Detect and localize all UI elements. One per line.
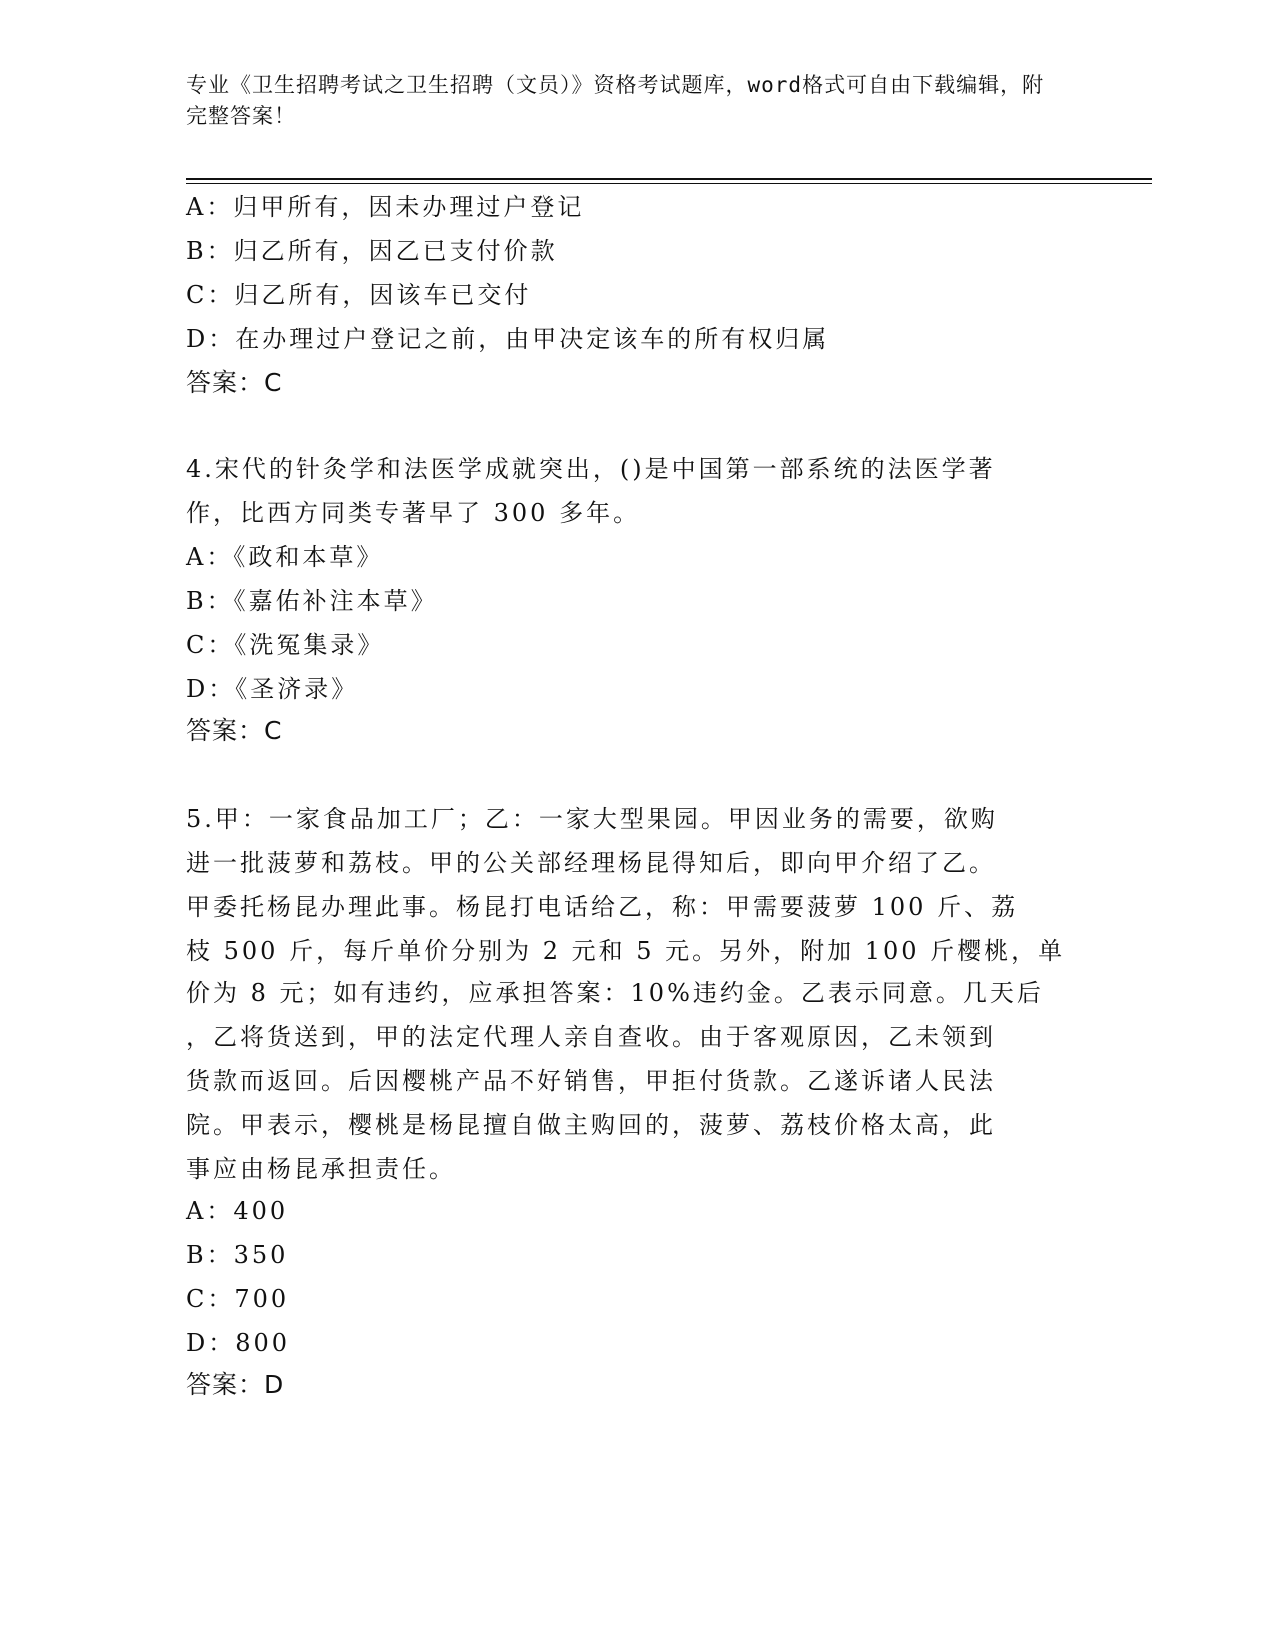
q5-stem-line-4: 枝 500 斤，每斤单价分别为 2 元和 5 元。另外，附加 100 斤樱桃，单 (186, 937, 1066, 965)
q5-option-d: D：800 (186, 1329, 291, 1357)
document-header: 专业《卫生招聘考试之卫生招聘（文员）》资格考试题库，word格式可自由下载编辑，附完整答案！ (186, 73, 1045, 128)
q5-option-b: B：350 (186, 1241, 289, 1269)
q4-answer: 答案：C (186, 716, 283, 745)
q4-option-d: D：《圣济录》 (186, 675, 359, 703)
q5-answer: 答案：D (186, 1370, 285, 1399)
q4-option-a: A：《政和本草》 (186, 543, 384, 571)
q5-option-c: C：700 (186, 1285, 290, 1313)
q3-option-b: B：归乙所有，因乙已支付价款 (186, 237, 558, 265)
q4-stem-line-1: 4.宋代的针灸学和法医学成就突出，()是中国第一部系统的法医学著 (186, 455, 996, 483)
q5-stem-line-9: 事应由杨昆承担责任。 (186, 1155, 456, 1183)
q3-option-c: C：归乙所有，因该车已交付 (186, 281, 532, 309)
q5-stem-line-2: 进一批菠萝和荔枝。甲的公关部经理杨昆得知后，即向甲介绍了乙。 (186, 849, 996, 877)
q4-option-c: C：《洗冤集录》 (186, 631, 385, 659)
q5-option-a: A：400 (186, 1197, 289, 1225)
q3-option-d: D：在办理过户登记之前，由甲决定该车的所有权归属 (186, 325, 830, 353)
q5-stem-line-3: 甲委托杨昆办理此事。杨昆打电话给乙，称：甲需要菠萝 100 斤、荔 (186, 893, 1019, 921)
q4-stem-line-2: 作，比西方同类专著早了 300 多年。 (186, 499, 641, 527)
q3-answer: 答案：C (186, 368, 283, 397)
q5-stem-line-1: 5.甲：一家食品加工厂；乙：一家大型果园。甲因业务的需要，欲购 (186, 805, 998, 833)
q5-stem-line-8: 院。甲表示，樱桃是杨昆擅自做主购回的，菠萝、荔枝价格太高，此 (186, 1111, 996, 1139)
q4-option-b: B：《嘉佑补注本草》 (186, 587, 438, 615)
q5-stem-line-6: ，乙将货送到，甲的法定代理人亲自查收。由于客观原因，乙未领到 (186, 1023, 996, 1051)
header-divider-thick (186, 178, 1152, 180)
q5-stem-line-7: 货款而返回。后因樱桃产品不好销售，甲拒付货款。乙遂诉诸人民法 (186, 1067, 996, 1095)
q5-stem-line-5: 价为 8 元；如有违约，应承担答案：10%违约金。乙表示同意。几天后 (186, 979, 1044, 1007)
q3-option-a: A：归甲所有，因未办理过户登记 (186, 193, 585, 221)
header-divider-thin (186, 183, 1152, 184)
